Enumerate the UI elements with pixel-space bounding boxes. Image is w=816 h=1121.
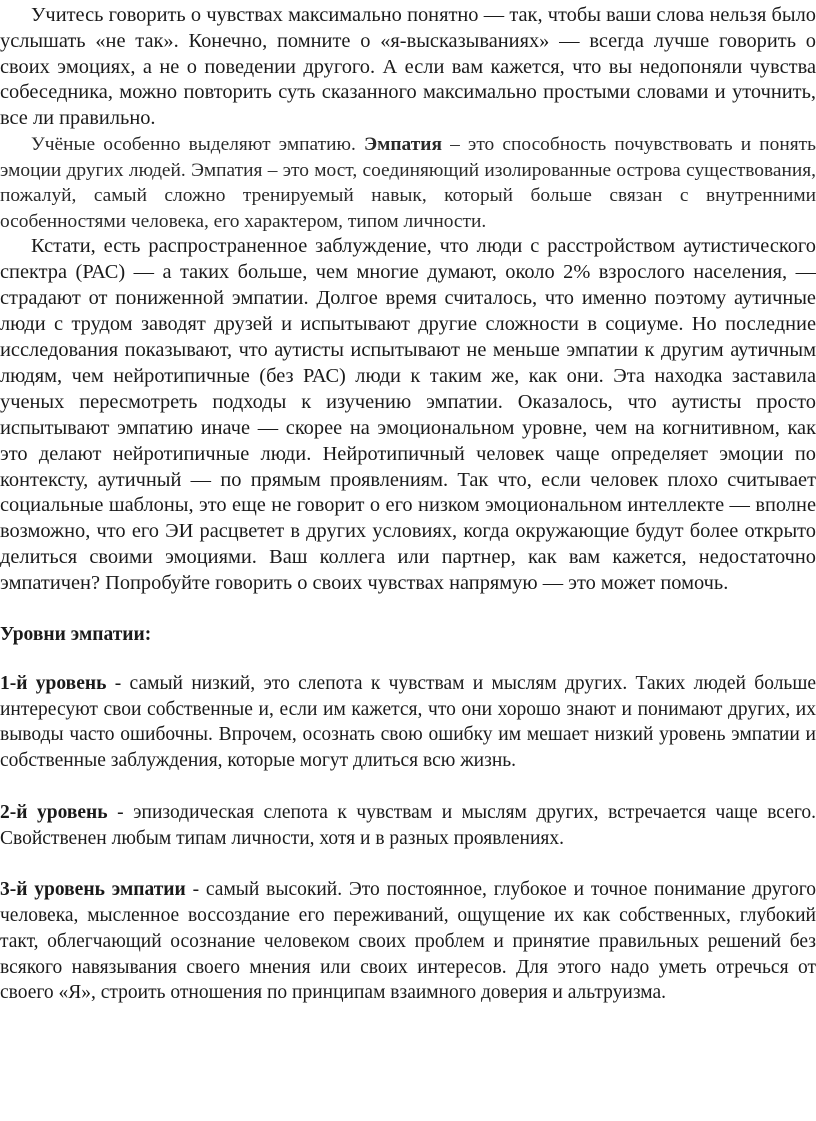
paragraph-autism-text: Кстати, есть распространенное заблуждение, что люди с расстройством аутистического спектра (РАС) — а таких больше, чем многие думают, около 2% взрослого населения, — страдают от пониженной эмпатии. Долгое время считалось, что именно поэтому аутичные люди с трудом заводят друзей и испытывают другие сложности в социуме. Но последние исследования показывают, что аутисты испытывают не меньше эмпатии к другим аутичным людям, чем нейротипичные (без РАС) люди к таким же, как они. Эта находка заставила ученых пересмотреть подходы к изучению эмпатии. Оказалось, что аутисты просто испытывают эмпатию иначе — скорее на эмоциональном уровне, чем на когнитивном, как это делают нейротипичные люди. Нейротипичный человек чаще определяет эмоции по контексту, аутичный — по прямым проявлениям. Так что, если человек плохо считывает социальные шаблоны, это еще не говорит о его низком эмоциональном интеллекте — вполне возможно, что его ЭИ расцветет в других условиях, когда окружающие будут более открыто делиться своими эмоциями. Ваш коллега или партнер, как вам кажется, недостаточно эмпатичен? Попробуйте говорить о своих чувствах напрямую — это может помочь. bbox=[0, 235, 816, 595]
paragraph-empathy-definition bbox=[0, 132, 816, 234]
level-item-2 bbox=[0, 800, 816, 852]
level-label: 2-й уровень bbox=[0, 801, 108, 823]
levels-heading: Уровни эмпатии: bbox=[0, 624, 152, 646]
level-item-3 bbox=[0, 877, 816, 1006]
paragraph-feelings-text: Учитесь говорить о чувствах максимально понятно — так, чтобы ваши слова нельзя было услышать «не так». Конечно, помните о «я-высказываниях» — всегда лучше говорить о своих эмоциях, а не о поведении другого. А если вам кажется, что вы недопоняли чувства собеседника, можно повторить суть сказанного максимально простыми словами и уточнить, все ли правильно. bbox=[0, 4, 816, 130]
level-description: - самый низкий, это слепота к чувствам и мыслям других. Таких людей больше интересуют свои собственные и, если им кажется, что они хорошо знают и понимают других, их выводы часто ошибочны. Впрочем, осознать свою ошибку им мешает низкий уровень эмпатии и собственные заблуждения, которые могут длиться всю жизнь. bbox=[0, 672, 816, 772]
empathy-intro-text: Учёные особенно выделяют эмпатию. bbox=[31, 133, 365, 155]
level-label: 1-й уровень bbox=[0, 672, 107, 694]
paragraph-autism bbox=[0, 234, 816, 597]
paragraph-feelings bbox=[0, 3, 816, 132]
level-item-1 bbox=[0, 671, 816, 774]
empathy-term: Эмпатия bbox=[364, 133, 442, 155]
level-description: - эпизодическая слепота к чувствам и мыслям других, встречается чаще всего. Свойственен любым типам личности, хотя и в разных проявлениях. bbox=[0, 801, 816, 849]
level-label: 3-й уровень эмпатии bbox=[0, 879, 186, 901]
level-description: - самый высокий. Это постоянное, глубокое и точное понимание другого человека, мысленное воссоздание его переживаний, ощущение их как собственных, глубокий такт, облегчающий осознание человеком своих проблем и принятие правильных решений без всякого навязывания своего мнения или своих интересов. Для этого надо уметь отречься от своего «Я», строить отношения по принципам взаимного доверия и альтруизма. bbox=[0, 879, 816, 1004]
empathy-definition-text: – это способность почувствовать и понять эмоции других людей. Эмпатия – это мост, соединяющий изолированные острова существования, пожалуй, самый сложно тренируемый навык, который больше связан с внутренними особенностями человека, его характером, типом личности. bbox=[0, 133, 816, 232]
